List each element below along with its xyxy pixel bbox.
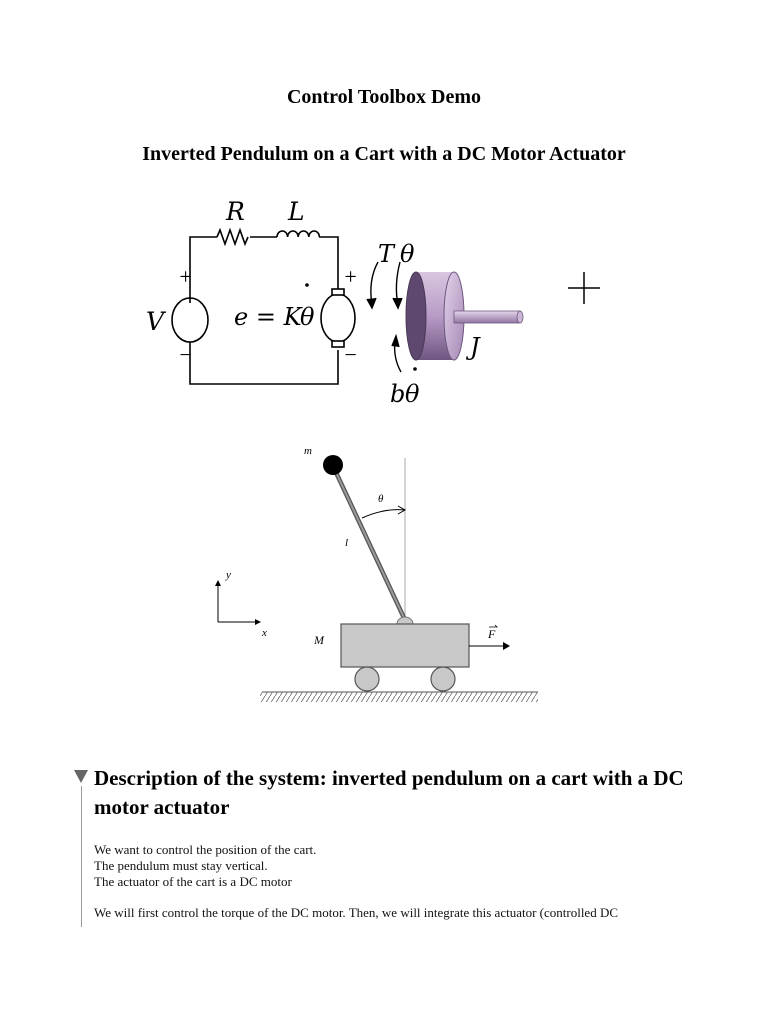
description-line: The actuator of the cart is a DC motor: [94, 874, 292, 889]
description-line: The pendulum must stay vertical.: [94, 858, 268, 873]
description-paragraph: [94, 842, 734, 890]
inductor-symbol: [277, 231, 319, 237]
description-paragraph-2: We will first control the torque of the DC motor. Then, we will integrate this actuator (controlled DC: [94, 905, 619, 920]
minus-sign-right: −: [343, 342, 358, 367]
label-pendulum-theta: θ: [378, 493, 384, 505]
torque-arrows: [367, 262, 402, 372]
vector-arrow-F: [489, 625, 497, 627]
label-F: F: [488, 627, 496, 641]
label-J: J: [470, 333, 480, 361]
dc-motor-symbol: [321, 294, 355, 342]
label-emf: e = K: [234, 303, 302, 331]
cart-wheel-right: [431, 667, 455, 691]
label-x: x: [262, 627, 267, 639]
section-rule: [81, 786, 82, 927]
theta-dot-damping: [413, 367, 417, 371]
label-b-theta: θ: [405, 380, 420, 408]
circuit-wire-bottom: [190, 342, 338, 384]
label-emf-theta: θ: [300, 303, 315, 331]
label-T: T: [378, 240, 395, 268]
label-y: y: [226, 569, 231, 581]
page-title: Control Toolbox Demo: [286, 86, 482, 108]
cart-body: [341, 624, 469, 667]
label-m: m: [304, 445, 312, 457]
plus-sign-left: +: [178, 264, 193, 289]
description-line: We want to control the position of the cart.: [94, 842, 317, 857]
pendulum-diagram: [215, 455, 538, 702]
cart-wheel-left: [355, 667, 379, 691]
page-subtitle: Inverted Pendulum on a Cart with a DC Motor Actuator: [142, 143, 626, 165]
label-M: M: [314, 633, 324, 647]
label-b: b: [390, 380, 406, 408]
minus-sign-left: −: [178, 342, 193, 367]
resistor-symbol: [217, 230, 248, 244]
label-l: l: [345, 537, 349, 549]
theta-dot-emf: [305, 283, 309, 287]
section-heading: Description of the system: inverted pendulum on a cart with a DC motor actuator: [94, 766, 684, 819]
circuit-wire-right-top: [319, 237, 338, 290]
label-V: V: [146, 307, 165, 336]
voltage-source-symbol: [172, 298, 208, 342]
triangle-down-icon[interactable]: [74, 770, 88, 783]
label-R: R: [226, 197, 245, 226]
pendulum-mass: [323, 455, 343, 475]
label-T-theta: θ: [400, 240, 415, 268]
plus-sign-right: +: [343, 264, 358, 289]
rotor-inertia: [406, 272, 523, 360]
crosshair-icon: [568, 272, 600, 304]
label-L: L: [288, 197, 305, 226]
circuit-wire-left-top: [190, 237, 217, 297]
